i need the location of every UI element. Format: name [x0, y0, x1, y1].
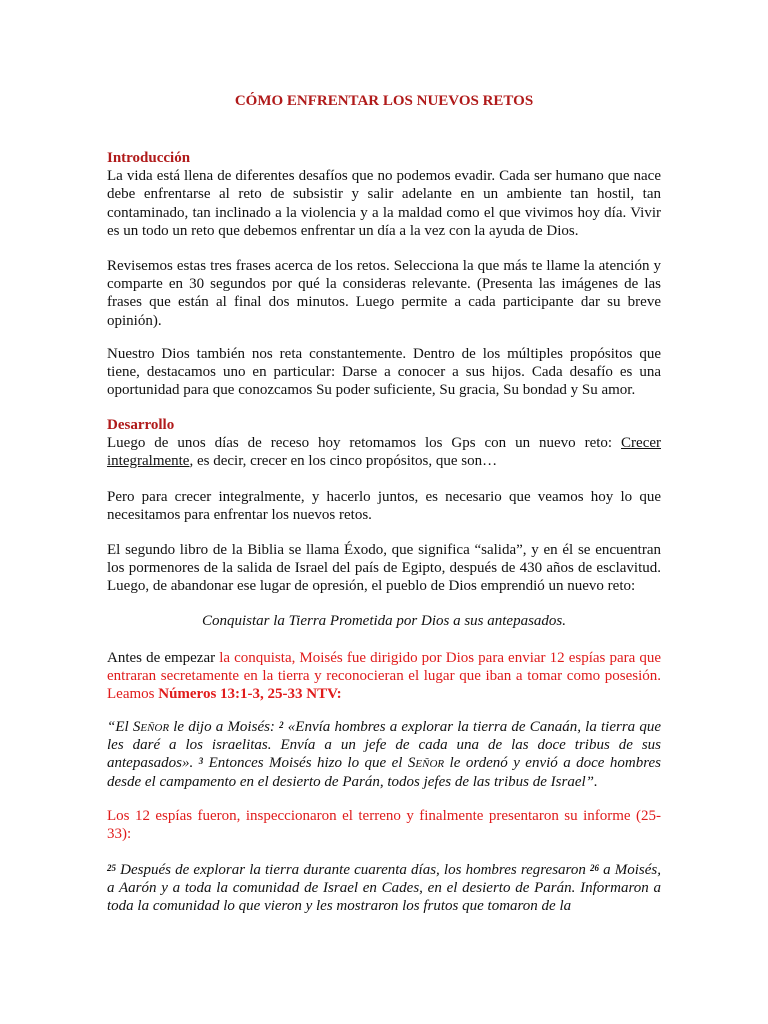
desarrollo-heading: Desarrollo [107, 417, 175, 433]
quote1-a: “El [107, 719, 133, 735]
desarrollo-paragraph-5-block [107, 807, 661, 843]
p4-red-text: la conquista, Moisés fue dirigido por Dios para enviar 12 espías para que entraran secretamente en la tierra y reconocieran el lugar que iban a tomar como posesión. Leamos [107, 650, 661, 703]
centered-italic-line: Conquistar la Tierra Prometida por Dios a sus antepasados. [201, 613, 567, 629]
desarrollo-paragraph-2: Pero para crecer integralmente, y hacerlo juntos, es necesario que veamos hoy lo que necesitamos para enfrentar los nuevos retos. [107, 489, 661, 524]
quote2-b: a Moisés, a Aarón y a toda la comunidad de Israel en Cades, en el desierto de Parán. Informaron a toda la comunidad lo que vieron y les mostraron los frutos que tomaron de la [107, 862, 661, 915]
desarrollo-section [107, 416, 661, 471]
quote-1-block [107, 718, 661, 791]
desarrollo-paragraph-1 [107, 434, 661, 470]
centered-line-block [107, 612, 661, 630]
verse-26-number: 26 [589, 863, 599, 873]
quote1-b: le dijo a Moisés: [169, 719, 280, 735]
crecer-integralmente-underline: Crecer integralmente [107, 435, 661, 470]
bible-reference: Números 13:1-3, 25-33 NTV: [158, 686, 342, 703]
senor-1: Señor [132, 719, 170, 735]
quote1-e: le ordenó y envió a doce hombres desde el campamento en el desierto de Parán, todos jefes de las tribus de Israel”. [107, 755, 662, 790]
verse-2-number: 2 [279, 720, 284, 730]
scripture-quote-1 [107, 718, 661, 791]
intro-paragraph-3-block [107, 345, 661, 400]
verse-25-number: 25 [107, 863, 116, 873]
quote-2-block [107, 861, 661, 916]
intro-section [107, 149, 661, 240]
p4-black-text: Antes de empezar [107, 650, 220, 666]
desarrollo-paragraph-4-block [107, 649, 661, 704]
desarrollo-paragraph-2-block [107, 488, 661, 524]
quote1-d: Entonces Moisés hizo lo que el [203, 755, 408, 772]
quote1-c: «Envía hombres a explorar la tierra de Canaán, la tierra que les daré a los israelitas. Envía a un jefe de cada una de las doce tribus de sus antepasados». [107, 719, 661, 772]
intro-paragraph-2-block [107, 257, 661, 330]
desarrollo-p1-tail: , es decir, crecer en los cinco propósitos, que son… [189, 453, 498, 470]
desarrollo-paragraph-5: Los 12 espías fueron, inspeccionaron el terreno y finalmente presentaron su informe (25-33): [107, 808, 661, 843]
intro-heading: Introducción [107, 150, 191, 166]
quote2-a: Después de explorar la tierra durante cuarenta días, los hombres regresaron [116, 862, 590, 878]
scripture-quote-2 [107, 861, 661, 916]
page-title: CÓMO ENFRENTAR LOS NUEVOS RETOS [234, 93, 534, 109]
desarrollo-paragraph-4 [107, 649, 661, 704]
intro-paragraph-1: La vida está llena de diferentes desafíos que no podemos evadir. Cada ser humano que nace debe enfrentarse al reto de subsistir y salir adelante en un ambiente tan hostil, tan contaminado, tan inclinado a la violencia y a la maldad como el que vivimos hoy día. Vivir es un todo un reto que debemos enfrentar un día a la vez con la ayuda de Dios. [107, 168, 661, 239]
senor-2: Señor [407, 755, 445, 772]
intro-paragraph-2: Revisemos estas tres frases acerca de los retos. Selecciona la que más te llame la atención y comparte en 30 segundos por qué la consideras relevante. (Presenta las imágenes de las frases que están al final dos minutos. Luego permite a cada participante dar su breve opinión). [107, 258, 661, 329]
desarrollo-paragraph-3: El segundo libro de la Biblia se llama Éxodo, que significa “salida”, y en él se encuentran los pormenores de la salida de Israel del país de Egipto, después de 430 años de esclavitud. Luego, de abandonar ese lugar de opresión, el pueblo de Dios emprendió un nuevo reto: [107, 542, 661, 595]
intro-paragraph-3: Nuestro Dios también nos reta constantemente. Dentro de los múltiples propósitos que tiene, destacamos uno en particular: Darse a conocer a sus hijos. Cada desafío es una oportunidad para que conozcamos Su poder suficiente, Su gracia, Su bondad y Su amor. [107, 346, 661, 399]
desarrollo-paragraph-3-block [107, 541, 661, 596]
desarrollo-p1-text: Luego de unos días de receso hoy retomamos los Gps con un nuevo reto: [107, 435, 622, 452]
verse-3-number: 3 [198, 756, 204, 767]
